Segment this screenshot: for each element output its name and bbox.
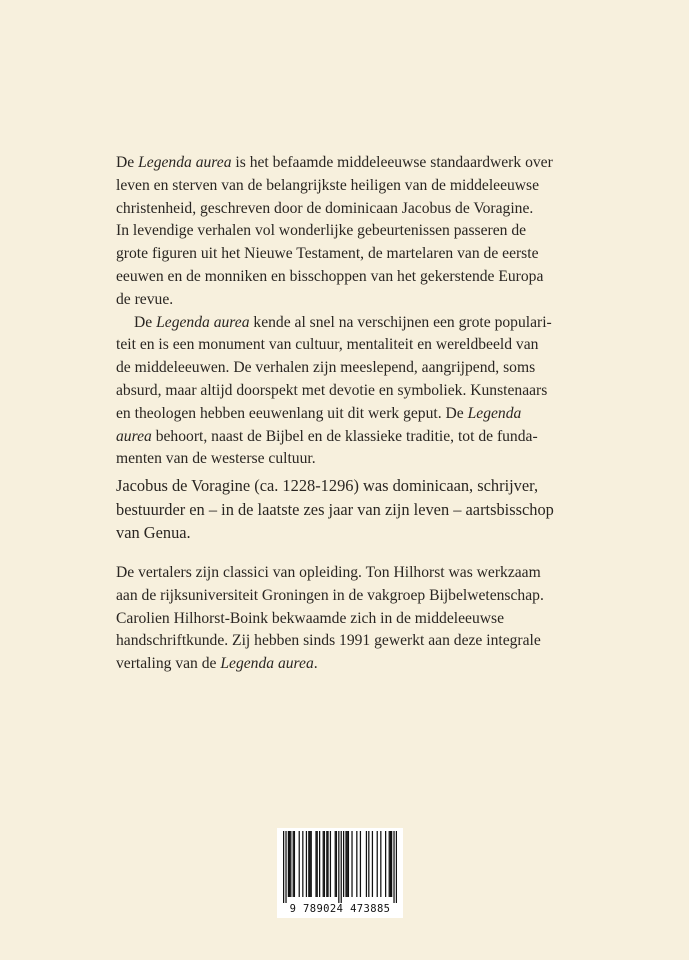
text-line: christenheid, geschreven door de dominicaan Jacobus de Voragine. — [116, 199, 534, 217]
text-line: leven en sterven van de belangrijkste heiligen van de middeleeuwse — [116, 176, 540, 194]
barcode-bar — [306, 831, 307, 897]
italic-title: Legenda — [467, 404, 522, 422]
blurb-paragraph-1 — [116, 152, 596, 312]
barcode-bar — [285, 831, 286, 903]
barcode-bar — [330, 831, 331, 897]
text-line: Jacobus de Voragine (ca. 1228-1296) was dominicaan, schrijver, — [116, 476, 539, 495]
text-line: bestuurder en – in de laatste zes jaar van zijn leven – aartsbisschop — [116, 499, 554, 519]
barcode-bar — [288, 831, 289, 897]
barcode-bar — [317, 831, 318, 897]
text-line: absurd, maar altijd doorspekt met devotie en symboliek. Kunstenaars — [116, 381, 548, 399]
italic-title: Legenda aurea — [220, 655, 314, 673]
text-line: grote figuren uit het Nieuwe Testament, de martelaren van de eerste — [116, 245, 539, 263]
barcode-bar — [348, 831, 349, 897]
barcode-bar — [326, 831, 327, 897]
barcode-bar — [390, 831, 391, 897]
text-line: en theologen hebben eeuwenlang uit dit werk geput. De Legenda — [116, 404, 522, 422]
text-line: Carolien Hilhorst-Boink bekwaamde zich in de middeleeuwse — [116, 609, 505, 627]
barcode-bar — [308, 831, 309, 897]
barcode-bar — [283, 831, 284, 903]
barcode-bar — [294, 831, 295, 897]
barcode-bar — [343, 831, 344, 897]
barcode-bar — [335, 831, 336, 897]
text-line: De Legenda aurea kende al snel na verschijnen een grote populari- — [134, 313, 552, 331]
barcode-bar — [366, 831, 367, 897]
barcode-bar — [345, 831, 346, 897]
barcode-bar — [385, 831, 386, 897]
barcode-bar — [338, 831, 339, 903]
barcode-bar — [327, 831, 328, 897]
barcode-bar — [324, 831, 325, 897]
barcode-bar — [290, 831, 291, 897]
barcode-bar — [356, 831, 357, 897]
barcode-bar — [293, 831, 294, 897]
barcode-bars — [283, 831, 397, 903]
blurb-paragraph-2 — [116, 312, 596, 472]
barcode-digits: 9 789024 473885 — [289, 903, 391, 915]
text-line: de revue. — [116, 290, 174, 308]
barcode-bar — [396, 831, 397, 903]
barcode-bar — [347, 831, 348, 897]
barcode-bar — [351, 831, 352, 897]
barcode-bar — [311, 831, 312, 897]
barcode-bar — [341, 831, 342, 903]
barcode-bar — [289, 831, 290, 897]
text-line: eeuwen en de monniken en bisschoppen van het gekerstende Europa — [116, 267, 544, 285]
italic-title: Legenda aurea — [138, 154, 232, 171]
barcode-bar — [323, 831, 324, 897]
text-line: De vertalers zijn classici van opleiding. Ton Hilhorst was werkzaam — [116, 564, 541, 581]
text-line: van Genua. — [116, 523, 191, 543]
text-line: vertaling van de Legenda aurea. — [116, 655, 318, 673]
barcode-bar — [377, 831, 378, 897]
barcode-bar — [380, 831, 381, 897]
barcode-bar — [309, 831, 310, 897]
text-line: In levendige verhalen vol wonderlijke gebeurtenissen passeren de — [116, 222, 527, 240]
text-line: aurea behoort, naast de Bijbel en de klassieke traditie, tot de funda- — [116, 427, 538, 445]
barcode-bar — [302, 831, 303, 897]
text-line: teit en is een monument van cultuur, mentaliteit en wereldbeeld van — [116, 336, 539, 354]
text-line: menten van de westerse cultuur. — [116, 450, 316, 468]
italic-title: aurea — [116, 427, 152, 445]
italic-title: Legenda aurea — [156, 313, 250, 331]
barcode-bar — [372, 831, 373, 897]
text-line: handschriftkunde. Zij hebben sinds 1991 gewerkt aan deze integrale — [116, 632, 541, 650]
translators-bio — [116, 562, 596, 676]
author-bio — [116, 474, 596, 545]
barcode-bar — [315, 831, 316, 897]
text-line: De Legenda aurea is het befaamde middeleeuwse standaardwerk over — [116, 154, 553, 171]
isbn-barcode — [277, 828, 403, 918]
barcode-bar — [299, 831, 300, 897]
barcode-bar — [319, 831, 320, 897]
barcode-bar — [336, 831, 337, 897]
barcode-bar — [368, 831, 369, 897]
barcode-bar — [391, 831, 392, 897]
barcode-bar — [360, 831, 361, 897]
barcode-bar — [393, 831, 394, 903]
text-line: aan de rijksuniversiteit Groningen in de vakgroep Bijbelwetenschap. — [116, 586, 544, 604]
barcode-bar — [389, 831, 390, 897]
text-line: de middeleeuwen. De verhalen zijn meeslepend, aangrijpend, soms — [116, 359, 536, 377]
